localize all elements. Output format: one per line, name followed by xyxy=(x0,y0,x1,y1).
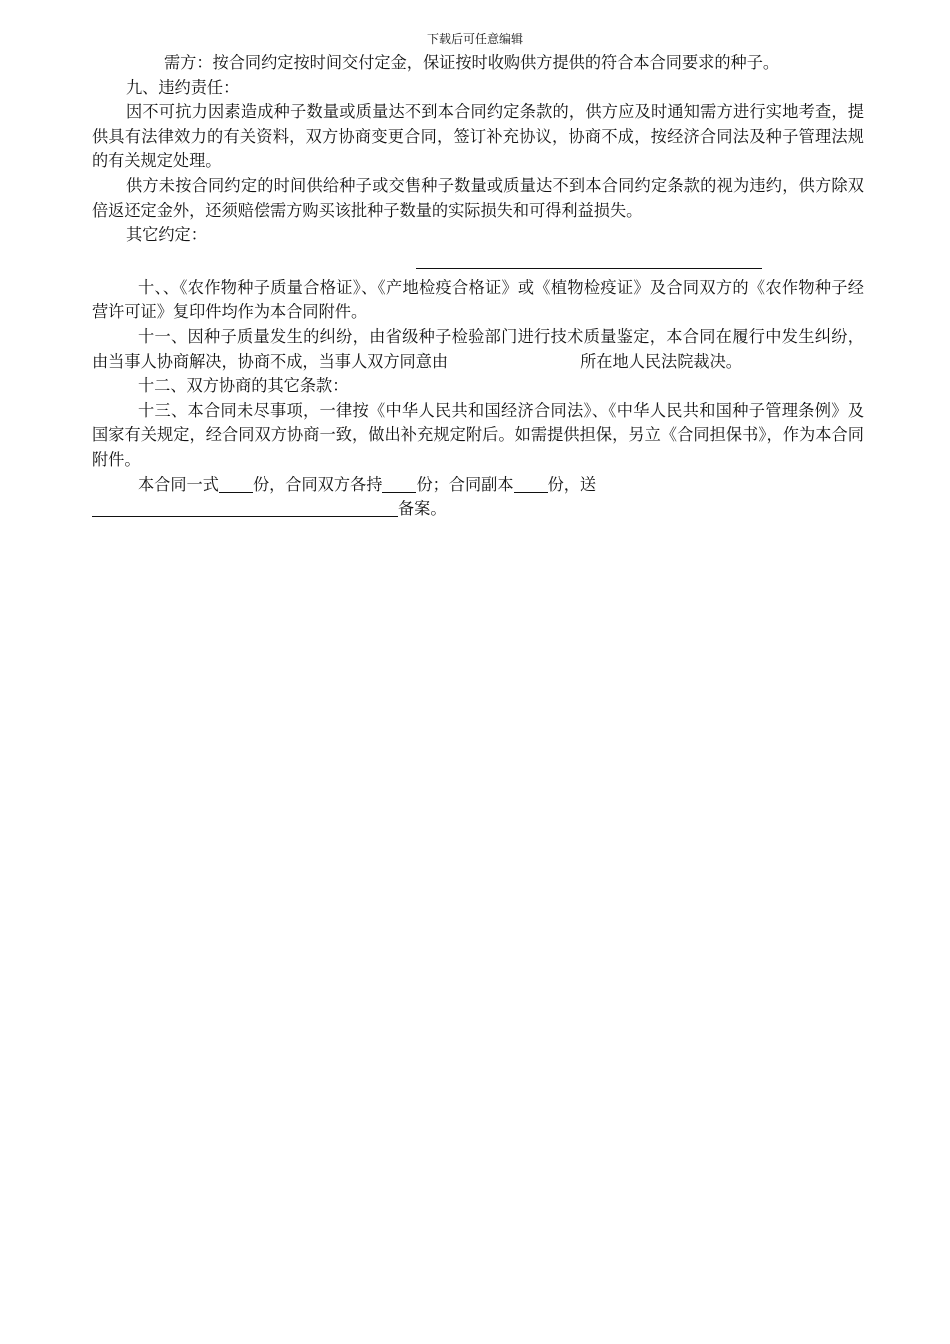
section-13-paragraph: 十三、本合同未尽事项，一律按《中华人民共和国经济合同法》、《中华人民共和国种子管理条例》及国家有关规定，经合同双方协商一致，做出补充规定附后。如需提供担保，另立《合同担保书》，作为本合同附件。 xyxy=(92,400,864,469)
section-11-text-b: 所在地人民法院裁决。 xyxy=(580,351,742,371)
contract-body xyxy=(92,51,864,522)
force-majeure-paragraph: 因不可抗力因素造成种子数量或质量达不到本合同约定条款的，供方应及时通知需方进行实地考查，提供具有法律效力的有关资料，双方协商变更合同，签订补充协议，协商不成，按经济合同法及种子管理法规的有关规定处理。 xyxy=(92,102,864,171)
duplicate-count-blank xyxy=(514,476,548,493)
section-12-paragraph: 十二、双方协商的其它条款： xyxy=(138,376,349,396)
section-9-title: 九、违约责任： xyxy=(126,77,240,97)
each-party-count-blank xyxy=(382,476,416,493)
copies-text-4: 份，送 xyxy=(547,474,597,494)
demand-obligation-paragraph: 需方：按合同约定按时间交付定金，保证按时收购供方提供的符合本合同要求的种子。 xyxy=(164,53,780,72)
copies-text-1: 本合同一式 xyxy=(138,474,219,494)
other-agreements-label: 其它约定： xyxy=(126,225,207,245)
copies-paragraph xyxy=(92,473,864,522)
page-header: 下载后可任意编辑 xyxy=(426,32,523,46)
section-11-text-a: 十一、因种子质量发生的纠纷，由省级种子检验部门进行技术质量鉴定，本合同在履行中发生纠纷，由当事人协商解决，协商不成，当事人双方同意由 xyxy=(92,326,864,371)
filing-office-blank xyxy=(92,500,398,517)
copies-text-3: 份；合同副本 xyxy=(416,474,514,494)
copies-count-blank xyxy=(219,476,253,493)
section-10-paragraph: 十、、《农作物种子质量合格证》、《产地检疫合格证》或《植物检疫证》及合同双方的《农作物种子经营许可证》复印件均作为本合同附件。 xyxy=(92,277,864,322)
other-agreements-blank xyxy=(416,248,762,269)
breach-paragraph: 供方未按合同约定的时间供给种子或交售种子数量或质量达不到本合同约定条款的视为违约，供方除双倍返还定金外，还须赔偿需方购买该批种子数量的实际损失和可得利益损失。 xyxy=(92,175,864,220)
copies-text-5: 备案。 xyxy=(398,499,447,519)
section-11-paragraph xyxy=(92,325,864,374)
copies-text-2: 份，合同双方各持 xyxy=(252,474,383,494)
